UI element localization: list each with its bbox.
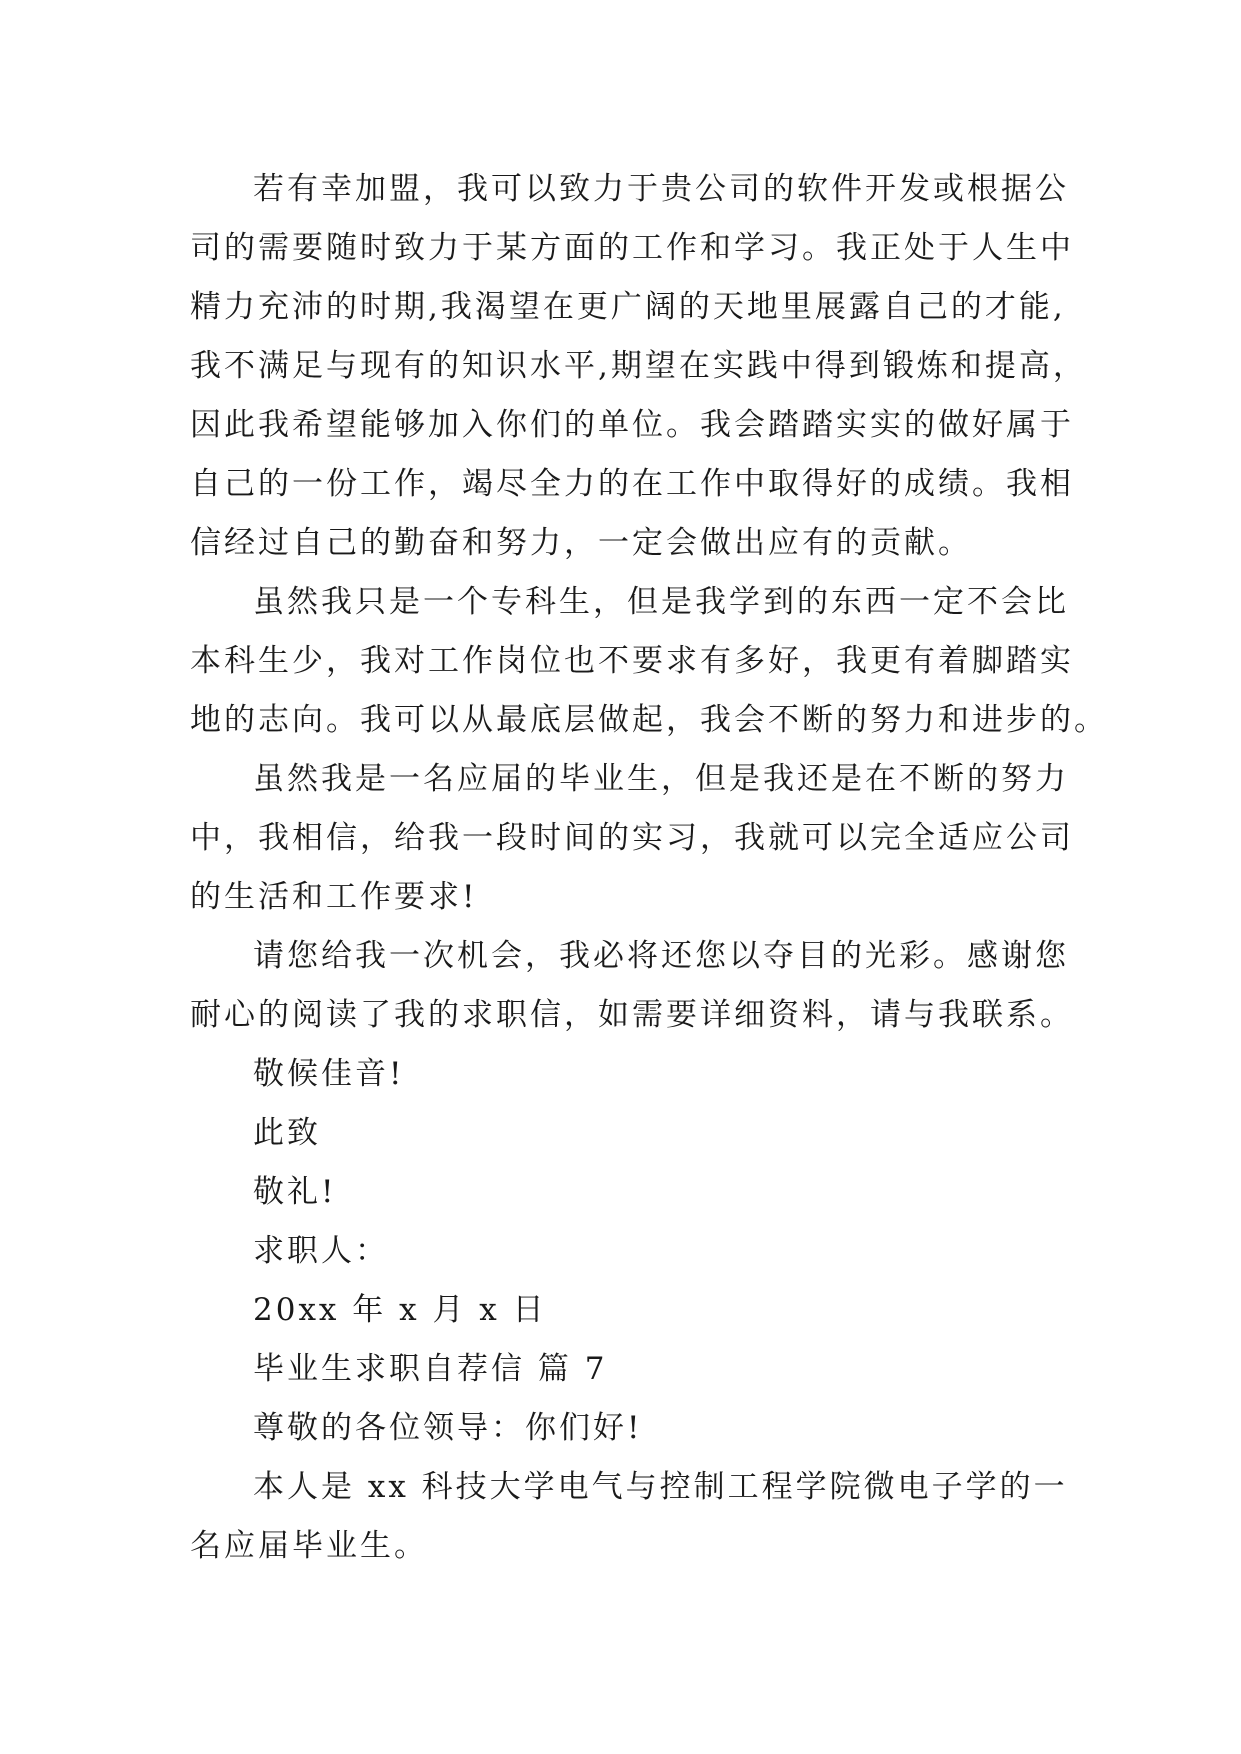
text-line: 精力充沛的时期,我渴望在更广阔的天地里展露自己的才能,: [190, 289, 1066, 325]
text-line: 虽然我是一名应届的毕业生，但是我还是在不断的努力: [253, 761, 1069, 797]
salutation-line: 尊敬的各位领导：你们好!: [253, 1410, 643, 1446]
text-line: 司的需要随时致力于某方面的工作和学习。我正处于人生中: [190, 230, 1074, 266]
text-line: 本人是 xx 科技大学电气与控制工程学院微电子学的一: [253, 1469, 1068, 1505]
letter-body: [190, 160, 1108, 1576]
signature-line: 求职人：: [253, 1233, 389, 1269]
text-line: 名应届毕业生。: [190, 1528, 428, 1564]
text-line: 本科生少，我对工作岗位也不要求有多好，我更有着脚踏实: [190, 643, 1074, 679]
text-line: 信经过自己的勤奋和努力，一定会做出应有的贡献。: [190, 525, 972, 561]
section-heading: 毕业生求职自荐信 篇 7: [253, 1351, 608, 1387]
date-line: 20xx 年 x 月 x 日: [253, 1292, 547, 1328]
text-line: 的生活和工作要求!: [190, 879, 478, 915]
closing-line: 敬候佳音!: [253, 1056, 405, 1092]
text-line: 我不满足与现有的知识水平,期望在实践中得到锻炼和提高，: [190, 348, 1087, 384]
text-line: 耐心的阅读了我的求职信，如需要详细资料，请与我联系。: [190, 997, 1074, 1033]
text-line: 若有幸加盟，我可以致力于贵公司的软件开发或根据公: [253, 171, 1069, 207]
text-line: 虽然我只是一个专科生，但是我学到的东西一定不会比: [253, 584, 1069, 620]
text-line: 中，我相信，给我一段时间的实习，我就可以完全适应公司: [190, 820, 1074, 856]
closing-line: 敬礼!: [253, 1174, 337, 1210]
text-line: 因此我希望能够加入你们的单位。我会踏踏实实的做好属于: [190, 407, 1074, 443]
closing-line: 此致: [253, 1115, 321, 1151]
text-line: 自己的一份工作，竭尽全力的在工作中取得好的成绩。我相: [190, 466, 1074, 502]
text-line: 请您给我一次机会，我必将还您以夺目的光彩。感谢您: [253, 938, 1069, 974]
text-line: 地的志向。我可以从最底层做起，我会不断的努力和进步的。: [190, 702, 1108, 738]
